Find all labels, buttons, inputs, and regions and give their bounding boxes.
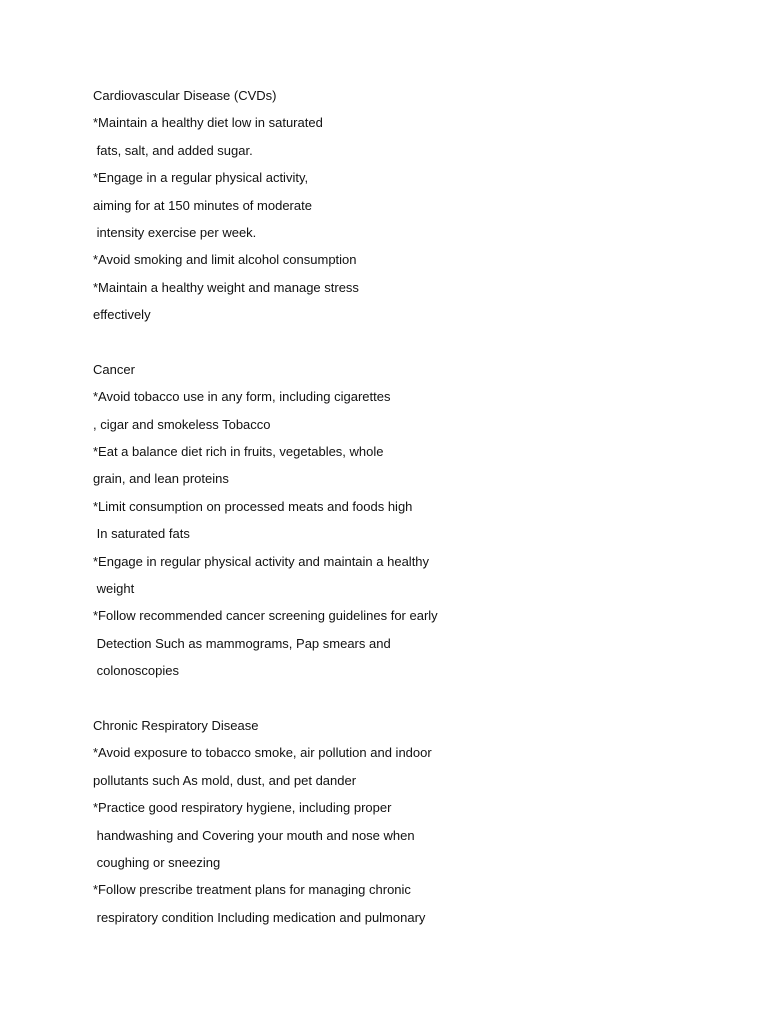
section-heading: Chronic Respiratory Disease: [93, 717, 259, 733]
body-line: *Practice good respiratory hygiene, including proper: [93, 800, 392, 816]
section-cancer: [93, 360, 713, 689]
section-heading: Cardiovascular Disease (CVDs): [93, 88, 277, 103]
body-line: *Avoid smoking and limit alcohol consumption: [93, 252, 357, 268]
paragraph-spacer: [93, 333, 713, 360]
body-line: intensity exercise per week.: [93, 224, 257, 240]
body-line: *Engage in a regular physical activity,: [93, 170, 309, 186]
body-line: weight: [93, 581, 135, 597]
body-line: colonoscopies: [93, 663, 179, 679]
section-chronic-respiratory: [93, 716, 713, 935]
body-line: handwashing and Covering your mouth and nose when: [93, 827, 415, 843]
body-line: fats, salt, and added sugar.: [93, 142, 253, 158]
body-line: pollutants such As mold, dust, and pet dander: [93, 772, 357, 788]
body-line: effectively: [93, 307, 151, 323]
body-line: *Engage in regular physical activity and maintain a healthy: [93, 553, 430, 569]
body-line: *Maintain a healthy diet low in saturated: [93, 115, 323, 131]
section-heading: Cancer: [93, 361, 135, 377]
body-line: *Avoid tobacco use in any form, including cigarettes: [93, 389, 391, 405]
body-line: In saturated fats: [93, 526, 190, 542]
body-line: respiratory condition Including medication and pulmonary: [93, 909, 426, 925]
body-line: *Limit consumption on processed meats and foods high: [93, 498, 413, 514]
document-page: [93, 86, 713, 935]
paragraph-spacer: [93, 689, 713, 716]
body-line: coughing or sneezing: [93, 854, 221, 870]
body-line: Detection Such as mammograms, Pap smears and: [93, 635, 391, 651]
body-line: *Maintain a healthy weight and manage stress: [93, 279, 359, 295]
body-line: , cigar and smokeless Tobacco: [93, 416, 271, 432]
body-line: grain, and lean proteins: [93, 471, 229, 487]
body-line: *Eat a balance diet rich in fruits, vegetables, whole: [93, 444, 384, 460]
section-cardiovascular: [93, 86, 713, 333]
body-line: *Avoid exposure to tobacco smoke, air pollution and indoor: [93, 745, 432, 761]
body-line: *Follow prescribe treatment plans for managing chronic: [93, 882, 411, 898]
body-line: *Follow recommended cancer screening guidelines for early: [93, 608, 438, 624]
body-line: aiming for at 150 minutes of moderate: [93, 197, 312, 213]
